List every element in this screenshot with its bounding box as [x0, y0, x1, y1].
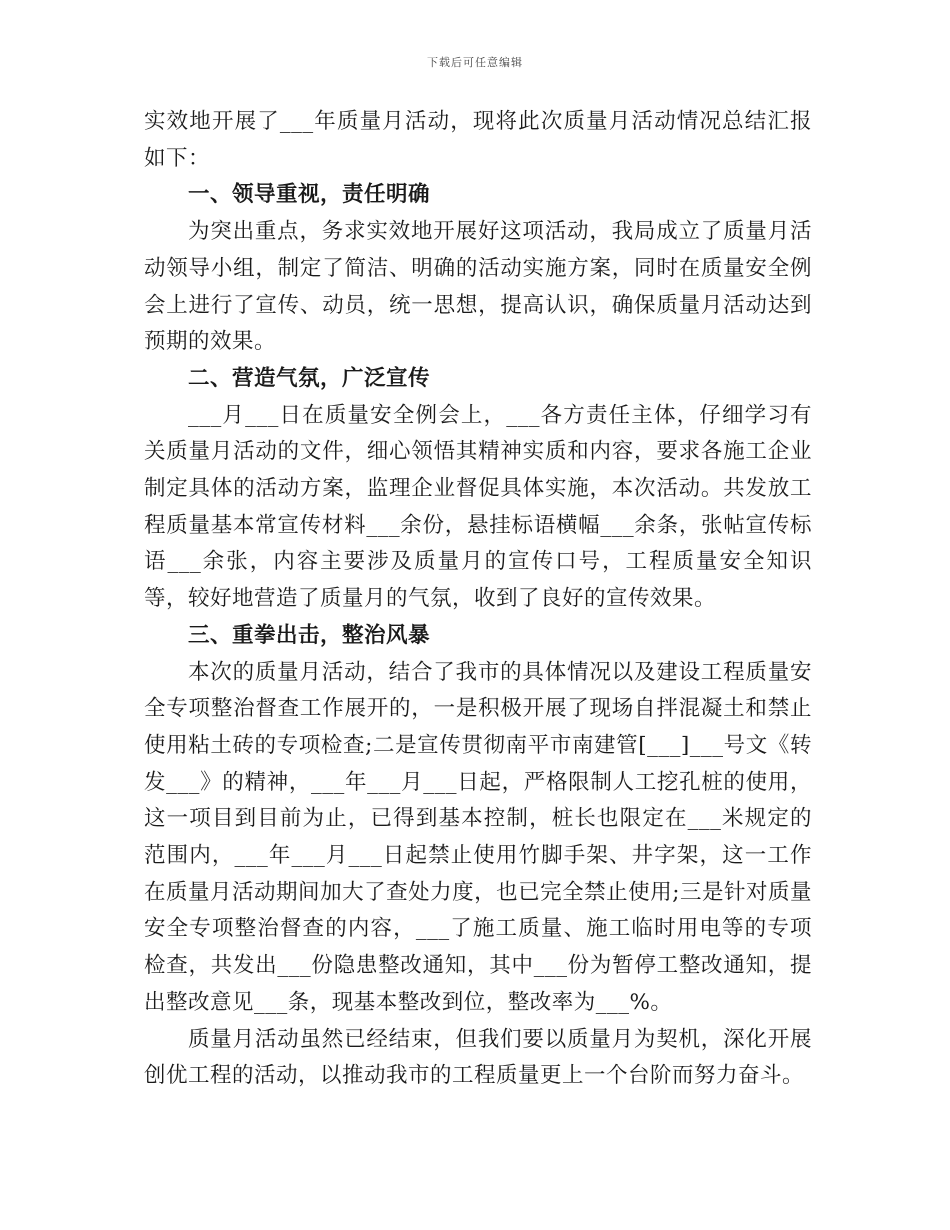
- section-2-paragraph: ___月___日在质量安全例会上，___各方责任主体，仔细学习有关质量月活动的文件，细心领悟其精神实质和内容，要求各施工企业制定具体的活动方案，监理企业督促具体实施，本次活动。共发放工程质量基本常宣传材料___余份，悬挂标语横幅___余条，张帖宣传标语___余张，内容主要涉及质量月的宣传口号，工程质量安全知识等，较好地营造了质量月的气氛，收到了良好的宣传效果。: [144, 402, 812, 612]
- closing-paragraph: 质量月活动虽然已经结束，但我们要以质量月为契机，深化开展创优工程的活动，以推动我市的工程质量更上一个台阶而努力奋斗。: [144, 1026, 812, 1089]
- section-1-paragraph: 为突出重点，务求实效地开展好这项活动，我局成立了质量月活动领导小组，制定了简洁、明确的活动实施方案，同时在质量安全例会上进行了宣传、动员，统一思想，提高认识，确保质量月活动达到预期的效果。: [144, 219, 812, 355]
- page-header: 下载后可任意编辑: [427, 56, 523, 69]
- section-3-paragraph: 本次的质量月活动，结合了我市的具体情况以及建设工程质量安全专项整治督查工作展开的，一是积极开展了现场自拌混凝土和禁止使用粘土砖的专项检查;二是宣传贯彻南平市南建管[___]___号文《转发___》的精神，___年___月___日起，严格限制人工挖孔桩的使用，这一项目到目前为止，已得到基本控制，桩长也限定在___米规定的范围内，___年___月___日起禁止使用竹脚手架、井字架，这一工作在质量月活动期间加大了查处力度，也已完全禁止使用;三是针对质量安全专项整治督查的内容，___了施工质量、施工临时用电等的专项检查，共发出___份隐患整改通知，其中___份为暂停工整改通知，提出整改意见___条，现基本整改到位，整改率为___%。: [144, 659, 812, 1015]
- section-heading-1: 一、领导重视，责任明确: [188, 182, 431, 208]
- section-heading-3: 三、重拳出击，整治风暴: [188, 622, 431, 648]
- document-body: [144, 104, 812, 1095]
- section-heading-2: 二、营造气氛，广泛宣传: [188, 365, 431, 391]
- intro-paragraph: 实效地开展了___年质量月活动，现将此次质量月活动情况总结汇报如下：: [144, 109, 812, 171]
